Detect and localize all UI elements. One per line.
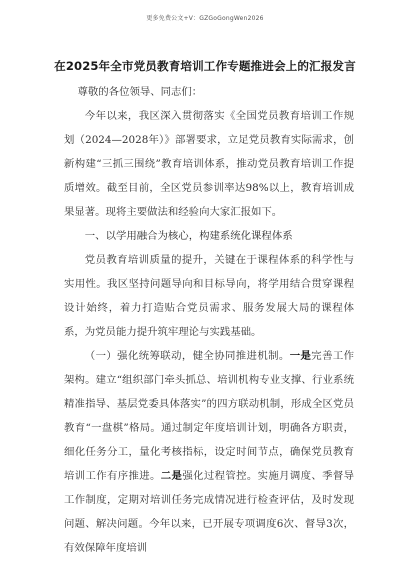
document-title: 在2025年全市党员教育培训工作专题推进会上的汇报发言 xyxy=(54,59,356,73)
paragraph-subsection-1 xyxy=(64,344,354,560)
point-text-1: 完善工作架构。建立“组织部门牵头抓总、培训机构专业支撑、行业系统精准指导、基层党委具体落实”的四方联动机制，形成全区党员教育“一盘棋”格局。通过制定年度培训计划，明确各方职责，细化任务分工，量化考核指标，设定时间节点，确保党员教育培训工作有序推进。 xyxy=(64,350,355,482)
point-marker-2: 二是 xyxy=(160,470,183,482)
salutation: 尊敬的各位领导、同志们： xyxy=(77,86,203,98)
subsection-heading: （一）强化统筹联动，健全协同推进机制。 xyxy=(84,350,290,362)
point-marker-1: 一是 xyxy=(289,350,312,362)
paragraph-section-1: 党员教育培训质量的提升，关键在于课程体系的科学性与实用性。我区坚持问题导向和目标导向，将学用结合贯穿课程设计始终，着力打造贴合党员需求、服务发展大局的课程体系，为党员能力提升筑牢理论与实践基础。 xyxy=(64,254,354,338)
paragraph-intro: 今年以来，我区深入贯彻落实《全国党员教育培训工作规划（2024—2028年）》部署要求，立足党员教育实际需求，创新构建“三抓三围绕”教育培训体系，推动党员教育培训工作提质增效。截至目前，全区党员参训率达98%以上，教育培训成果显著。现将主要做法和经验向大家汇报如下。 xyxy=(64,110,354,218)
section-heading-1: 一、以学用融合为核心，构建系统化课程体系 xyxy=(84,230,293,242)
header-watermark: 更多免费公文+V：GZGoGongWen2026 xyxy=(146,15,264,22)
document-body xyxy=(64,80,354,560)
point-text-2: 强化过程管控。实施月调度、季督导工作制度，定期对培训任务完成情况进行检查评估，及时发现问题、解决问题。今年以来，已开展专项调度6次、督导3次，有效保障年度培训 xyxy=(64,470,355,554)
